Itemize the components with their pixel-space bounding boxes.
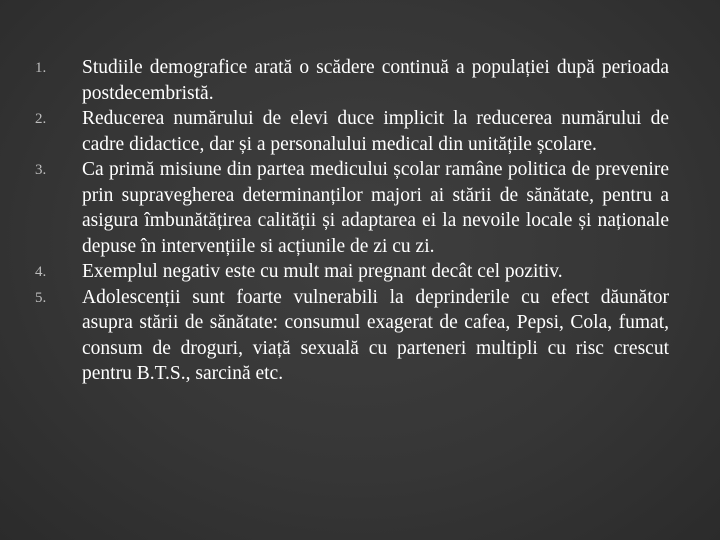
list-item-text: Adolescenții sunt foarte vulnerabili la deprinderile cu efect dăunător asupra stării de sănătate: consumul exagerat de cafea, Pepsi, Cola, fumat, consum de droguri, viață sexuală cu parteneri multipli cu risc crescut pentru B.T.S., sarcină etc.: [82, 286, 669, 384]
list-item-number: 4.: [35, 264, 47, 280]
list-item: [0, 157, 720, 259]
list-item: [0, 285, 720, 387]
list-item-text: Ca primă misiune din partea medicului școlar ramâne politica de prevenire prin supravegherea determinanților majori ai stării de sănătate, pentru a asigura îmbunătățirea calității și adaptarea ei la nevoile locale și naționale depuse în intervențiile si acțiunile de zi cu zi.: [82, 159, 669, 257]
list-item-text: Reducerea numărului de elevi duce implicit la reducerea numărului de cadre didactice, dar și a personalului medical din unitățile școlare.: [82, 108, 669, 155]
list-item-text: Studiile demografice arată o scădere continuă a populației după perioada postdecembristă.: [82, 57, 669, 104]
list-item-text: Exemplul negativ este cu mult mai pregnant decât cel pozitiv.: [82, 261, 563, 282]
list-item-number: 1.: [35, 60, 47, 76]
list-item: [0, 259, 720, 285]
list-item-number: 5.: [35, 289, 47, 306]
list-item: [0, 106, 720, 157]
list-item-number: 2.: [35, 111, 47, 127]
list-item: [0, 55, 720, 106]
list-item-number: 3.: [35, 162, 47, 178]
numbered-list: [0, 55, 720, 387]
